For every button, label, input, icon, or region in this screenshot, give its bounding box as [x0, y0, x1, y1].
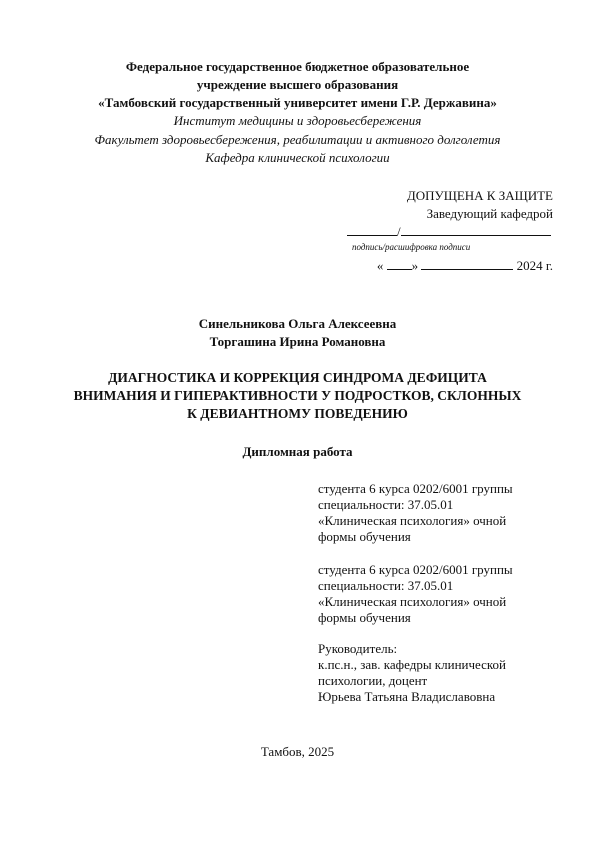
student-1-line-3: «Клиническая психология» очной	[318, 513, 507, 528]
student-2-line-3: «Клиническая психология» очной	[318, 594, 507, 609]
thesis-title-line-3: К ДЕВИАНТНОМУ ПОВЕДЕНИЮ	[187, 406, 408, 421]
date-year: 2024 г.	[516, 258, 553, 273]
signature-hint: подпись/расшифровка подписи	[352, 242, 471, 252]
student-1-line-4: формы обучения	[318, 529, 411, 544]
header-line-1: Федеральное государственное бюджетное образовательное	[125, 59, 470, 74]
student-2-line-1: студента 6 курса 0202/6001 группы	[318, 562, 513, 577]
student-1-line-1: студента 6 курса 0202/6001 группы	[318, 481, 513, 496]
approval-date	[377, 257, 553, 275]
supervisor-info	[318, 641, 548, 705]
author-1: Синельникова Ольга Алексеевна	[198, 316, 397, 331]
student-2-line-4: формы обучения	[318, 610, 411, 625]
supervisor-line-4: Юрьева Татьяна Владиславовна	[318, 689, 496, 704]
work-type: Дипломная работа	[242, 444, 353, 459]
student-1-info	[318, 481, 548, 545]
date-close-quote: »	[411, 258, 419, 273]
approval-status: ДОПУЩЕНА К ЗАЩИТЕ	[406, 188, 553, 203]
institute-name: Институт медицины и здоровьесбережения	[173, 113, 422, 128]
faculty-name: Факультет здоровьесбережения, реабилитации и активного долголетия	[94, 132, 501, 147]
thesis-title-line-1: ДИАГНОСТИКА И КОРРЕКЦИЯ СИНДРОМА ДЕФИЦИТА	[108, 370, 487, 385]
signature-line	[347, 224, 551, 240]
date-month-blank	[421, 258, 513, 270]
signature-blank	[347, 224, 397, 236]
student-2-info	[318, 562, 548, 626]
header-line-3: «Тамбовский государственный университет имени Г.Р. Державина»	[98, 95, 497, 110]
author-2: Торгашина Ирина Романовна	[209, 334, 386, 349]
city-year: Тамбов, 2025	[260, 744, 335, 759]
supervisor-line-2: к.пс.н., зав. кафедры клинической	[318, 657, 506, 672]
student-2-line-2: специальности: 37.05.01	[318, 578, 454, 593]
date-open-quote: «	[376, 258, 384, 273]
header-line-2: учреждение высшего образования	[196, 77, 399, 92]
signature-name-blank	[401, 224, 551, 236]
department-name: Кафедра клинической психологии	[205, 150, 390, 165]
date-day-blank	[387, 258, 412, 270]
signature-slash: /	[397, 224, 401, 239]
approval-role: Заведующий кафедрой	[426, 206, 553, 221]
supervisor-line-1: Руководитель:	[318, 641, 398, 656]
supervisor-line-3: психологии, доцент	[318, 673, 428, 688]
student-1-line-2: специальности: 37.05.01	[318, 497, 454, 512]
thesis-title-line-2: ВНИМАНИЯ И ГИПЕРАКТИВНОСТИ У ПОДРОСТКОВ, СКЛОННЫХ	[73, 388, 522, 403]
